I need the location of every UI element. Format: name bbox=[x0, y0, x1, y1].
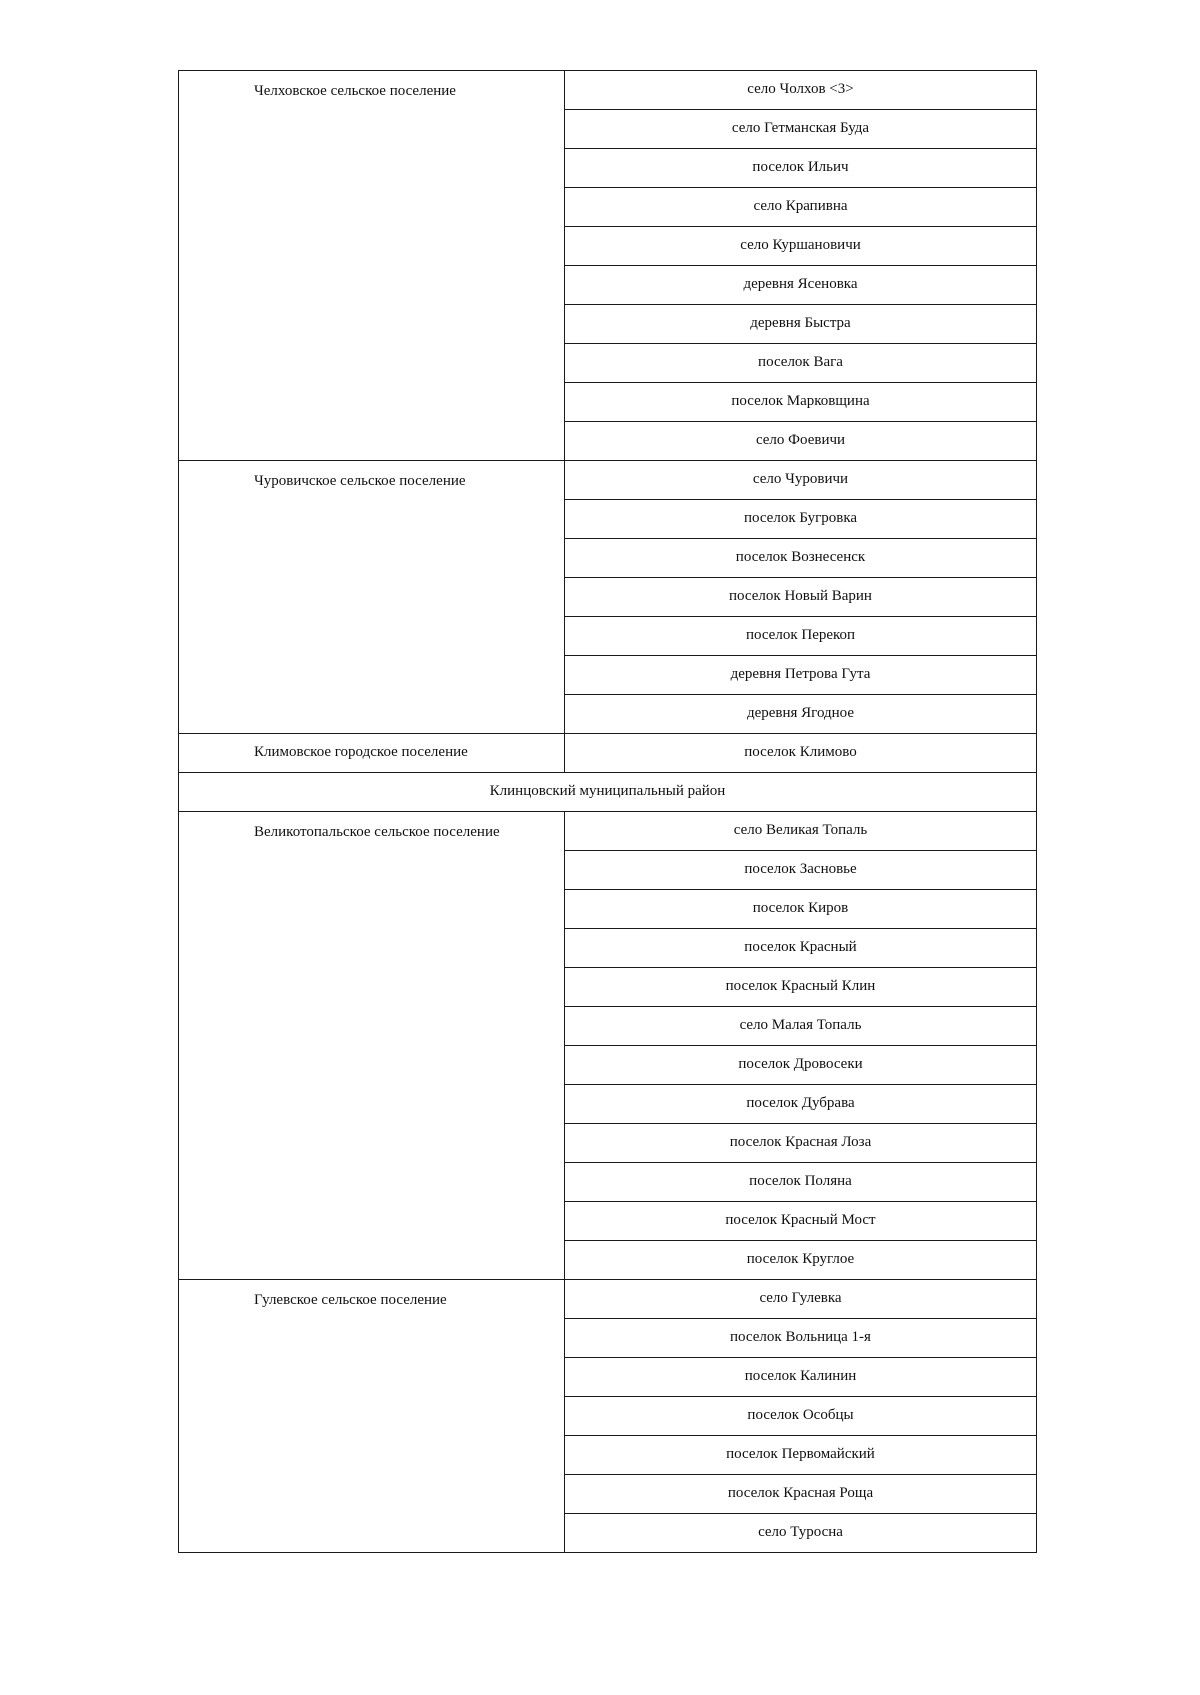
municipality-name: Климовское городское поселение bbox=[179, 734, 565, 773]
settlement-name: поселок Вольница 1-я bbox=[565, 1319, 1037, 1358]
municipality-name: Гулевское сельское поселение bbox=[179, 1280, 565, 1553]
settlement-name: село Великая Топаль bbox=[565, 812, 1037, 851]
settlement-name: поселок Калинин bbox=[565, 1358, 1037, 1397]
settlement-name: поселок Ильич bbox=[565, 149, 1037, 188]
settlement-name: поселок Дровосеки bbox=[565, 1046, 1037, 1085]
settlement-name: село Туросна bbox=[565, 1514, 1037, 1553]
settlement-name: село Чолхов <3> bbox=[565, 71, 1037, 110]
settlement-name: село Фоевичи bbox=[565, 422, 1037, 461]
settlement-name: поселок Вознесенск bbox=[565, 539, 1037, 578]
table-row bbox=[179, 461, 1037, 500]
settlement-name: поселок Красный bbox=[565, 929, 1037, 968]
table-row bbox=[179, 1280, 1037, 1319]
settlement-name: поселок Марковщина bbox=[565, 383, 1037, 422]
district-name: Клинцовский муниципальный район bbox=[179, 773, 1037, 812]
settlement-name: поселок Особцы bbox=[565, 1397, 1037, 1436]
settlement-name: поселок Бугровка bbox=[565, 500, 1037, 539]
settlement-name: поселок Климово bbox=[565, 734, 1037, 773]
settlement-name: село Чуровичи bbox=[565, 461, 1037, 500]
municipality-name: Великотопальское сельское поселение bbox=[179, 812, 565, 1280]
settlement-name: поселок Киров bbox=[565, 890, 1037, 929]
settlement-name: село Куршановичи bbox=[565, 227, 1037, 266]
settlement-name: поселок Засновье bbox=[565, 851, 1037, 890]
settlement-name: поселок Дубрава bbox=[565, 1085, 1037, 1124]
settlement-name: деревня Петрова Гута bbox=[565, 656, 1037, 695]
table-row bbox=[179, 812, 1037, 851]
settlement-name: поселок Круглое bbox=[565, 1241, 1037, 1280]
municipality-name: Чуровичское сельское поселение bbox=[179, 461, 565, 734]
settlement-name: поселок Красный Мост bbox=[565, 1202, 1037, 1241]
settlement-name: поселок Поляна bbox=[565, 1163, 1037, 1202]
district-row bbox=[179, 773, 1037, 812]
settlement-name: поселок Красная Роща bbox=[565, 1475, 1037, 1514]
settlement-name: село Крапивна bbox=[565, 188, 1037, 227]
settlement-name: поселок Новый Варин bbox=[565, 578, 1037, 617]
settlement-name: поселок Первомайский bbox=[565, 1436, 1037, 1475]
settlement-name: село Гетманская Буда bbox=[565, 110, 1037, 149]
settlement-name: село Гулевка bbox=[565, 1280, 1037, 1319]
table-row bbox=[179, 71, 1037, 110]
settlement-name: село Малая Топаль bbox=[565, 1007, 1037, 1046]
settlement-name: деревня Ясеновка bbox=[565, 266, 1037, 305]
settlement-name: поселок Красный Клин bbox=[565, 968, 1037, 1007]
settlement-name: поселок Вага bbox=[565, 344, 1037, 383]
settlement-name: деревня Ягодное bbox=[565, 695, 1037, 734]
settlement-name: поселок Перекоп bbox=[565, 617, 1037, 656]
table-row bbox=[179, 734, 1037, 773]
settlement-name: поселок Красная Лоза bbox=[565, 1124, 1037, 1163]
municipality-name: Челховское сельское поселение bbox=[179, 71, 565, 461]
table-body bbox=[179, 71, 1037, 1553]
settlement-name: деревня Быстра bbox=[565, 305, 1037, 344]
settlements-table bbox=[178, 70, 1037, 1553]
